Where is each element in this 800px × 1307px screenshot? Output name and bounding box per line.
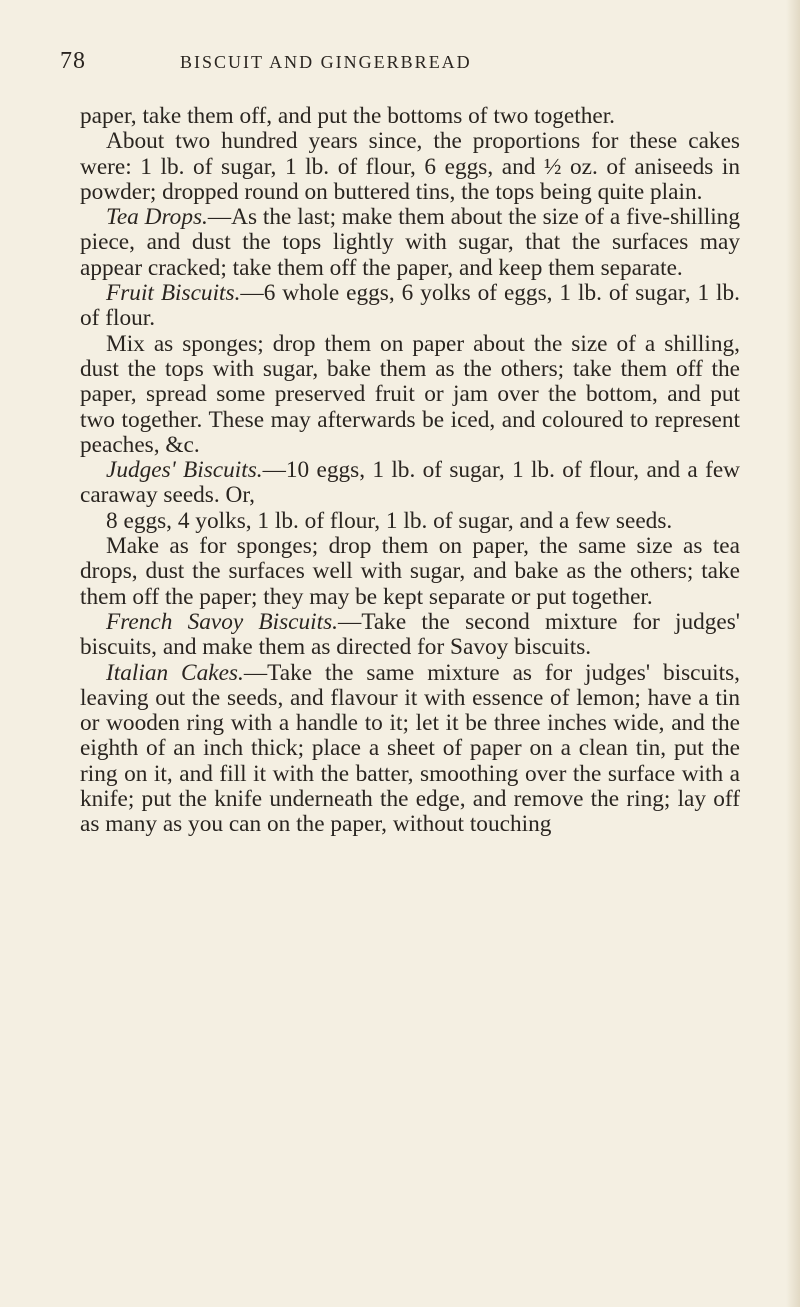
- recipe-title: Fruit Biscuits.: [106, 280, 241, 307]
- paragraph-text: 8 eggs, 4 yolks, 1 lb. of flour, 1 lb. of sugar, and a few seeds.: [106, 507, 673, 534]
- paragraph: [80, 129, 740, 205]
- page-number: 78: [60, 48, 86, 74]
- running-head: BISCUIT AND GINGERBREAD: [180, 52, 472, 72]
- paragraph-text: Make as for sponges; drop them on paper, the same size as tea drops, dust the surfaces well with sugar, and bake as the others; take them off the paper; they may be kept separate or put together.: [80, 533, 740, 610]
- paragraph-text: —Take the second mixture for judges' biscuits, and make them as directed for Savoy biscuits.: [80, 608, 740, 661]
- paragraph: [80, 661, 740, 838]
- paragraph: [80, 509, 740, 534]
- paragraph: [80, 458, 740, 509]
- paragraph: [80, 610, 740, 661]
- paragraph-text: About two hundred years since, the proportions for these cakes were: 1 lb. of sugar, 1 lb. of flour, 6 eggs, and ½ oz. of aniseeds in powder; dropped round on buttered tins, the tops being quite plain.: [80, 128, 740, 205]
- body-text: [80, 104, 740, 838]
- paragraph-text: —As the last; make them about the size of a five-shilling piece, and dust the tops lightly with sugar, that the surfaces may appear cracked; take them off the paper, and keep them separate.: [80, 204, 740, 281]
- paragraph-text: Mix as sponges; drop them on paper about the size of a shilling, dust the tops with sugar, bake them as the others; take them off the paper, spread some preserved fruit or jam over the bottom, and put two together. These may afterwards be iced, and coloured to represent peaches, &c.: [80, 330, 740, 458]
- page-header: [60, 48, 760, 80]
- paragraph: [80, 281, 740, 332]
- paragraph-text: —6 whole eggs, 6 yolks of eggs, 1 lb. of sugar, 1 lb. of flour.: [80, 280, 741, 332]
- paragraph: [80, 332, 740, 458]
- paragraph-text: —Take the same mixture as for judges' biscuits, leaving out the seeds, and flavour it with essence of lemon; have a tin or wooden ring with a handle to it; let it be three inches wide, and the eighth of an inch thick; place a sheet of paper on a clean tin, put the ring on it, and fill it with the batter, smoothing over the surface with a knife; put the knife underneath the edge, and remove the ring; lay off as many as you can on the paper, without touching: [80, 659, 740, 838]
- paragraph: [80, 534, 740, 610]
- paragraph: [80, 104, 740, 129]
- paragraph-text: —10 eggs, 1 lb. of sugar, 1 lb. of flour, and a few caraway seeds. Or,: [80, 457, 740, 509]
- recipe-title: Italian Cakes.: [106, 659, 244, 686]
- page-edge-shadow: [786, 0, 800, 1307]
- recipe-title: Tea Drops.: [106, 204, 208, 231]
- paragraph: [80, 205, 740, 281]
- paragraph-text: paper, take them off, and put the bottoms of two together.: [80, 103, 615, 129]
- recipe-title: French Savoy Biscuits.: [106, 608, 339, 635]
- recipe-title: Judges' Biscuits.: [106, 457, 263, 484]
